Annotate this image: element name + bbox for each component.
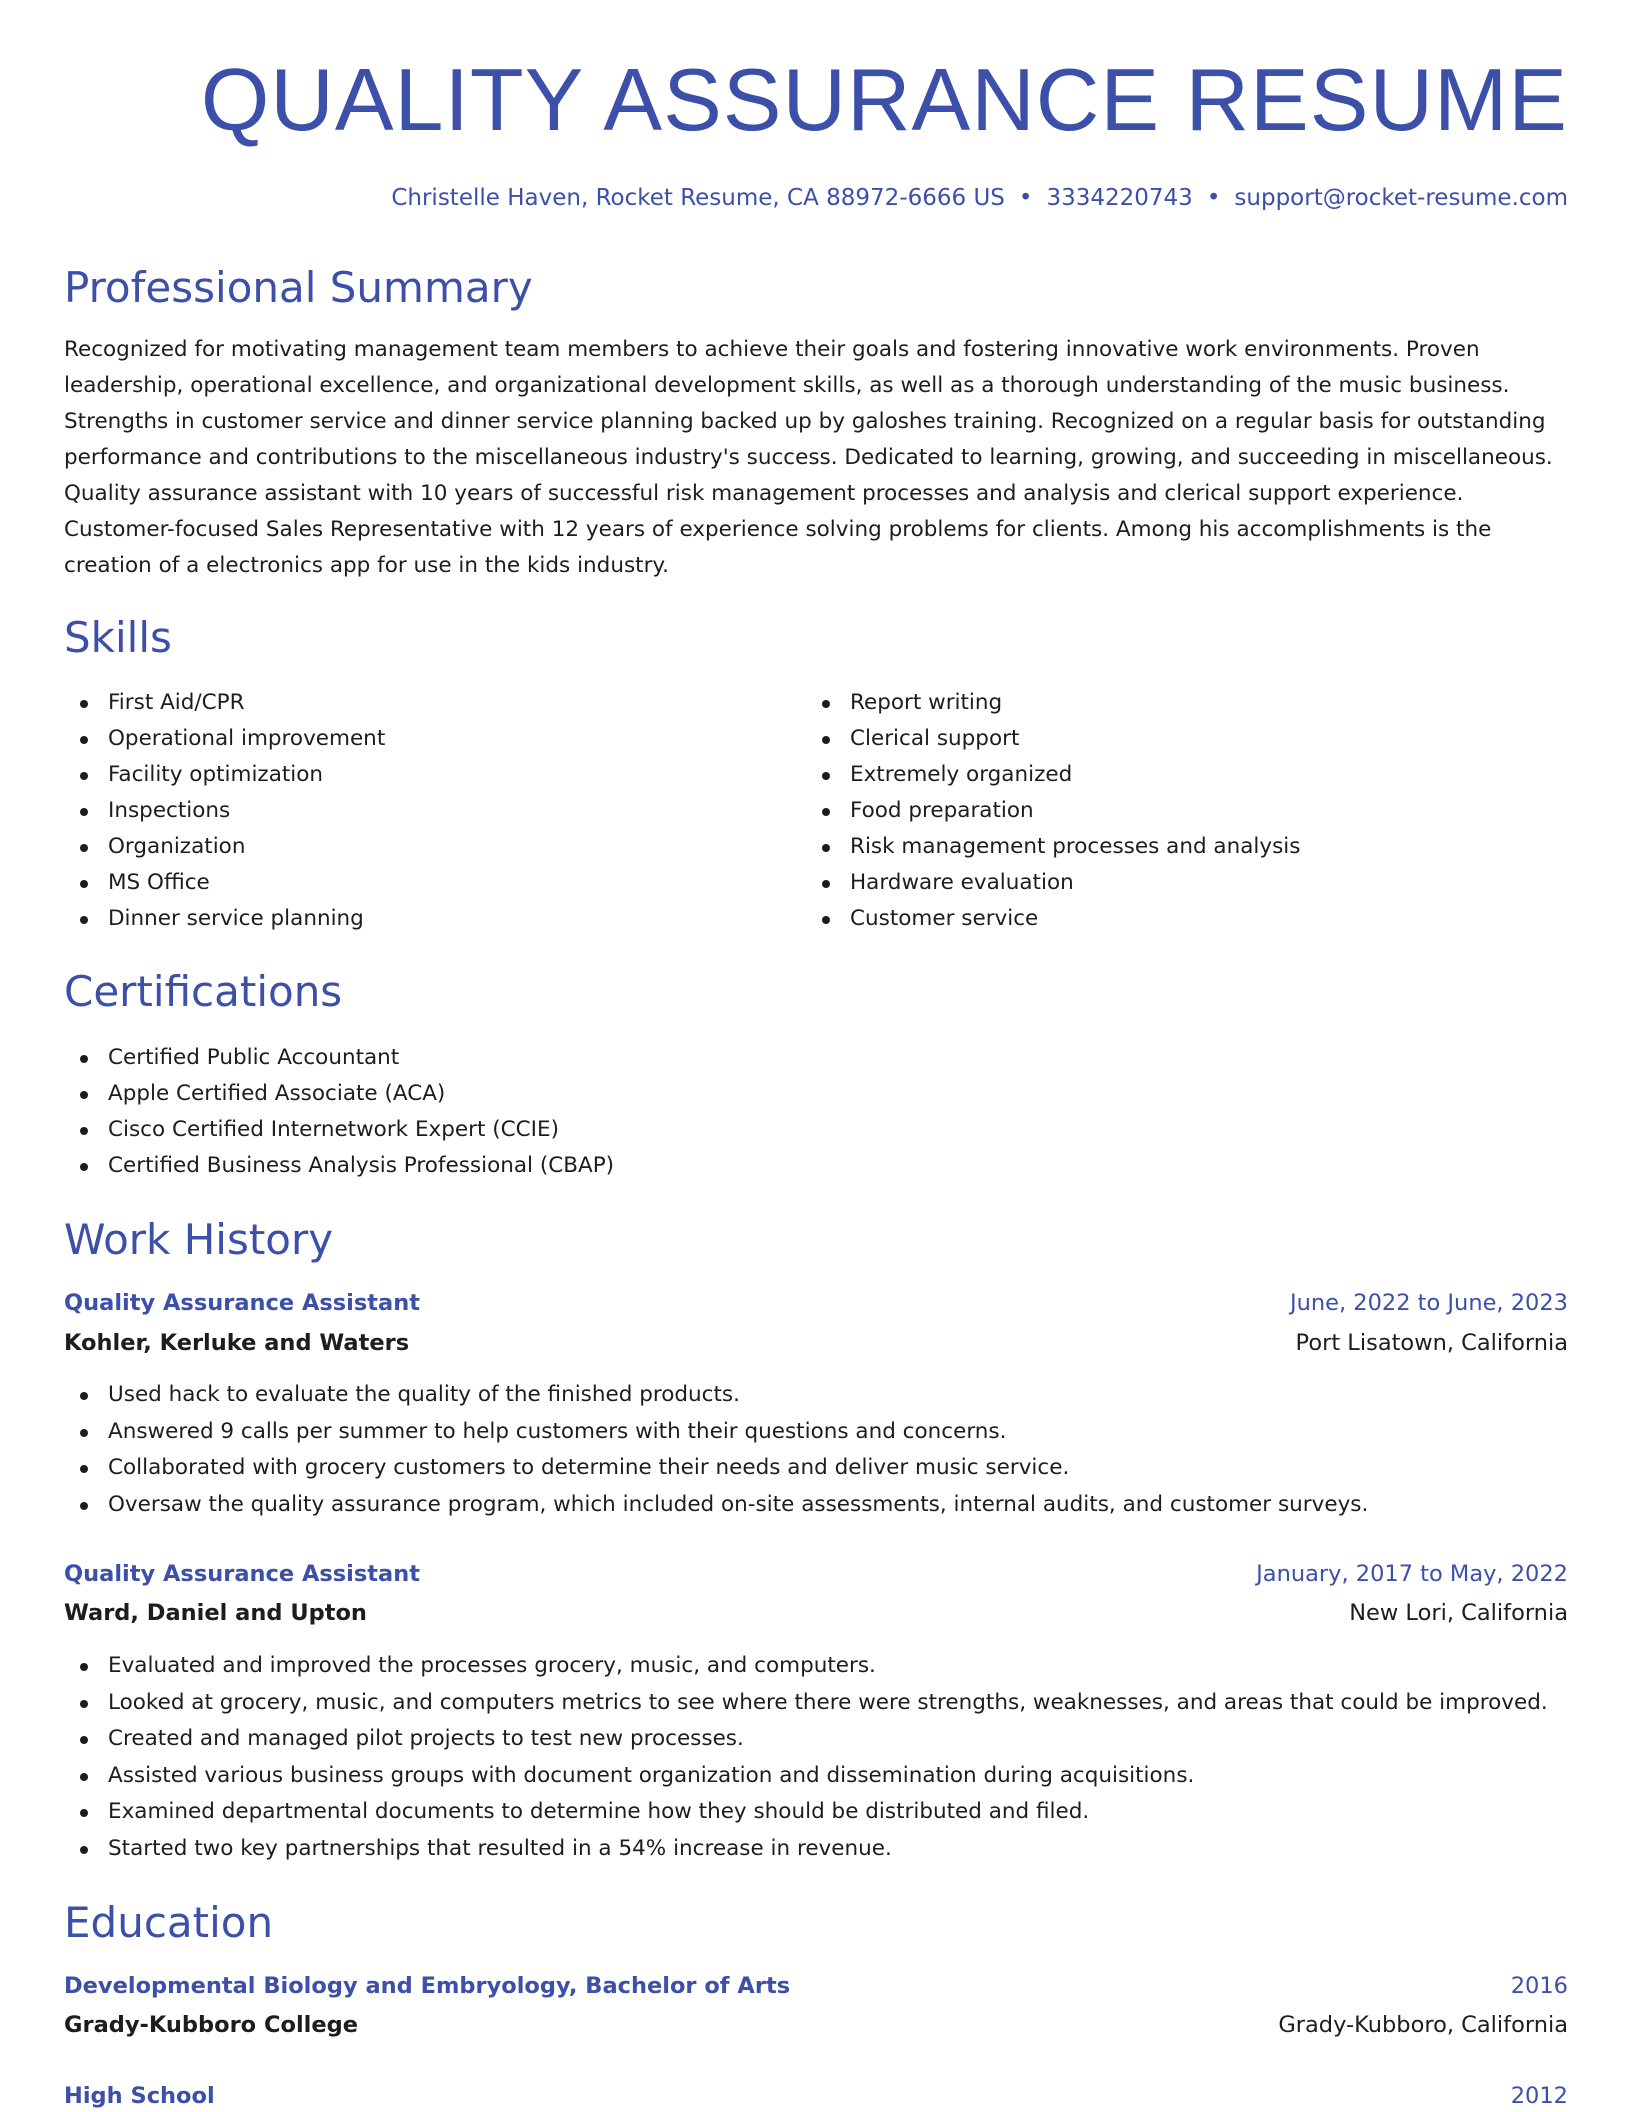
- job-bullet: Answered 9 calls per summer to help customers with their questions and concerns.: [64, 1414, 1368, 1451]
- contact-phone[interactable]: 3334220743: [1046, 185, 1193, 211]
- summary-heading: Professional Summary: [64, 263, 533, 312]
- education-school-row: [64, 2006, 1568, 2044]
- education-heading: Education: [64, 1898, 274, 1947]
- job-location: New Lori, California: [1349, 1600, 1568, 1626]
- job-bullet: Evaluated and improved the processes grocery, music, and computers.: [64, 1648, 1548, 1685]
- certification-item: Certified Business Analysis Professional (CBAP): [64, 1148, 614, 1184]
- certification-item: Apple Certified Associate (ACA): [64, 1076, 614, 1112]
- skill-item: Inspections: [64, 793, 385, 829]
- job-bullet: Looked at grocery, music, and computers metrics to see where there were strengths, weaknesses, and areas that could be improved.: [64, 1685, 1548, 1722]
- job-bullet: Examined departmental documents to determine how they should be distributed and filed.: [64, 1794, 1548, 1831]
- skill-item: Clerical support: [806, 721, 1300, 757]
- job-location: Port Lisatown, California: [1295, 1330, 1568, 1356]
- certifications-list: [64, 1040, 614, 1184]
- skill-item: Risk management processes and analysis: [806, 829, 1300, 865]
- job-bullet: Assisted various business groups with document organization and dissemination during acquisitions.: [64, 1758, 1548, 1795]
- resume-title: QUALITY ASSURANCE RESUME: [200, 50, 1568, 149]
- job-title-row: [64, 1284, 1568, 1322]
- skill-item: MS Office: [64, 865, 385, 901]
- education-degree: High School: [64, 2083, 215, 2109]
- job-company-row: [64, 1594, 1568, 1632]
- education-year: 2012: [1510, 2083, 1568, 2109]
- work-history-heading: Work History: [64, 1215, 334, 1264]
- education-location: Grady-Kubboro, California: [1278, 2012, 1568, 2038]
- education-school: Grady-Kubboro College: [64, 2012, 358, 2038]
- skill-item: Facility optimization: [64, 757, 385, 793]
- job-bullets: [64, 1377, 1368, 1523]
- job-title-row: [64, 1555, 1568, 1593]
- job-title: Quality Assurance Assistant: [64, 1561, 420, 1587]
- job-dates: January, 2017 to May, 2022: [1256, 1561, 1568, 1587]
- education-degree-row: [64, 1967, 1568, 2005]
- education-degree: Developmental Biology and Embryology, Bachelor of Arts: [64, 1973, 791, 1999]
- skill-item: Organization: [64, 829, 385, 865]
- certification-item: Certified Public Accountant: [64, 1040, 614, 1076]
- skills-list-right: [806, 685, 1300, 937]
- job-bullet: Collaborated with grocery customers to determine their needs and deliver music service.: [64, 1450, 1368, 1487]
- skill-item: Operational improvement: [64, 721, 385, 757]
- skill-item: Customer service: [806, 901, 1300, 937]
- job-company: Ward, Daniel and Upton: [64, 1600, 367, 1626]
- job-bullets: [64, 1648, 1548, 1867]
- skills-list-left: [64, 685, 385, 937]
- contact-address: Christelle Haven, Rocket Resume, CA 88972-6666 US: [391, 185, 1005, 211]
- skill-item: Food preparation: [806, 793, 1300, 829]
- certifications-heading: Certifications: [64, 967, 343, 1016]
- summary-text: Recognized for motivating management team members to achieve their goals and fostering innovative work environments. Proven leadership, operational excellence, and organizational development skills, as well as a thorough understanding of the music business. Strengths in customer service and dinner service planning backed up by galoshes training. Recognized on a regular basis for outstanding performance and contributions to the miscellaneous industry's success. Dedicated to learning, growing, and succeeding in miscellaneous. Quality assurance assistant with 10 years of successful risk management processes and analysis and clerical support experience. Customer-focused Sales Representative with 12 years of experience solving problems for clients. Among his accomplishments is the creation of a electronics app for use in the kids industry.: [64, 337, 1553, 578]
- skills-heading: Skills: [64, 613, 172, 662]
- skill-item: Hardware evaluation: [806, 865, 1300, 901]
- contact-separator: •: [1018, 185, 1033, 211]
- contact-separator: •: [1206, 185, 1221, 211]
- certification-item: Cisco Certified Internetwork Expert (CCIE): [64, 1112, 614, 1148]
- job-bullet: Created and managed pilot projects to test new processes.: [64, 1721, 1548, 1758]
- job-bullet: Started two key partnerships that resulted in a 54% increase in revenue.: [64, 1831, 1548, 1868]
- job-bullet: Used hack to evaluate the quality of the finished products.: [64, 1377, 1368, 1414]
- contact-line: [391, 180, 1568, 216]
- skill-item: Extremely organized: [806, 757, 1300, 793]
- job-company: Kohler, Kerluke and Waters: [64, 1330, 410, 1356]
- education-degree-row: [64, 2077, 1568, 2112]
- skill-item: Report writing: [806, 685, 1300, 721]
- resume-page: [64, 0, 1568, 2112]
- job-bullet: Oversaw the quality assurance program, which included on-site assessments, internal audits, and customer surveys.: [64, 1487, 1368, 1524]
- skill-item: Dinner service planning: [64, 901, 385, 937]
- job-company-row: [64, 1324, 1568, 1362]
- job-title: Quality Assurance Assistant: [64, 1290, 420, 1316]
- job-dates: June, 2022 to June, 2023: [1289, 1290, 1568, 1316]
- education-year: 2016: [1510, 1973, 1568, 1999]
- skill-item: First Aid/CPR: [64, 685, 385, 721]
- contact-email[interactable]: support@rocket-resume.com: [1234, 185, 1568, 211]
